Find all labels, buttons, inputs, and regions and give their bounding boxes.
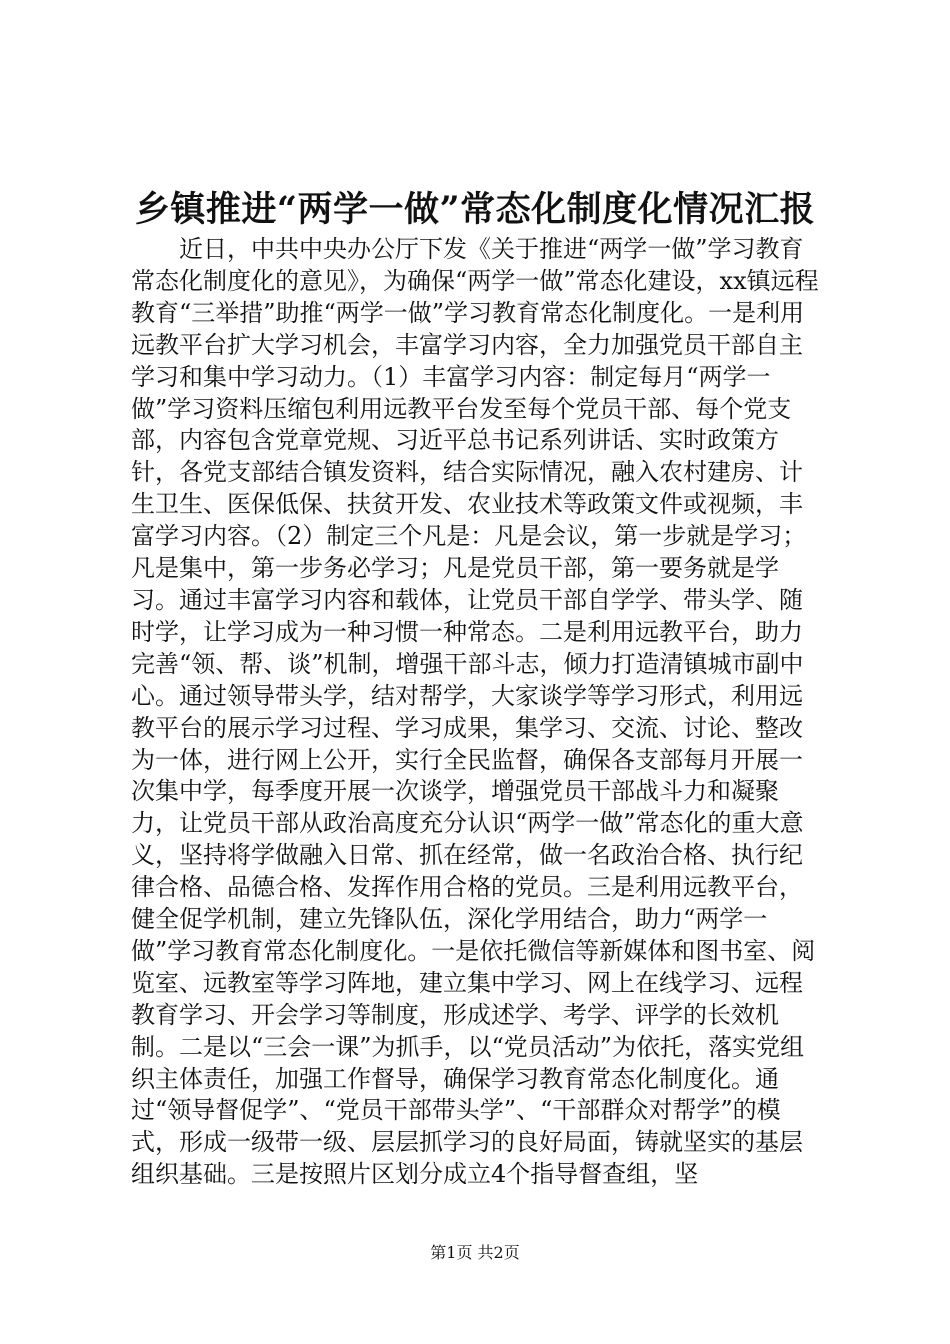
document-title: 乡镇推进“两学一做”常态化制度化情况汇报 <box>134 189 816 230</box>
page-number: 第1页 共2页 <box>430 1243 520 1262</box>
body-paragraph: 近日，中共中央办公厅下发《关于推进“两学一做”学习教育常态化制度化的意见》，为确保“两学一做”常态化建设，xx镇远程教育“三举措”助推“两学一做”学习教育常态化制度化。一是利用远教平台扩大学习机会，丰富学习内容，全力加强党员干部自主学习和集中学习动力。（1）丰富学习内容：制定每月“两学一做”学习资料压缩包利用远教平台发至每个党员干部、每个党支部，内容包含党章党规、习近平总书记系列讲话、实时政策方针，各党支部结合镇发资料，结合实际情况，融入农村建房、计生卫生、医保低保、扶贫开发、农业技术等政策文件或视频，丰富学习内容。（2）制定三个凡是：凡是会议，第一步就是学习；凡是集中，第一步务必学习；凡是党员干部，第一要务就是学习。通过丰富学习内容和载体，让党员干部自学学、带头学、随时学，让学习成为一种习惯一种常态。二是利用远教平台，助力完善“领、帮、谈”机制，增强干部斗志，倾力打造清镇城市副中心。通过领导带头学，结对帮学，大家谈学等学习形式，利用远教平台的展示学习过程、学习成果，集学习、交流、讨论、整改为一体，进行网上公开，实行全民监督，确保各支部每月开展一次集中学，每季度开展一次谈学，增强党员干部战斗力和凝聚力，让党员干部从政治高度充分认识“两学一做”常态化的重大意义，坚持将学做融入日常、抓在经常，做一名政治合格、执行纪律合格、品德合格、发挥作用合格的党员。三是利用远教平台，健全促学机制，建立先锋队伍，深化学用结合，助力“两学一做”学习教育常态化制度化。一是依托微信等新媒体和图书室、阅览室、远教室等学习阵地，建立集中学习、网上在线学习、远程教育学习、开会学习等制度，形成述学、考学、评学的长效机制。二是以“三会一课”为抓手，以“党员活动”为依托，落实党组织主体责任，加强工作督导，确保学习教育常态化制度化。通过“领导督促学”、“党员干部带头学”、“干部群众对帮学”的模式，形成一级带一级、层层抓学习的良好局面，铸就坚实的基层组织基础。三是按照片区划分成立4个指导督查组，坚 <box>131 235 819 1189</box>
